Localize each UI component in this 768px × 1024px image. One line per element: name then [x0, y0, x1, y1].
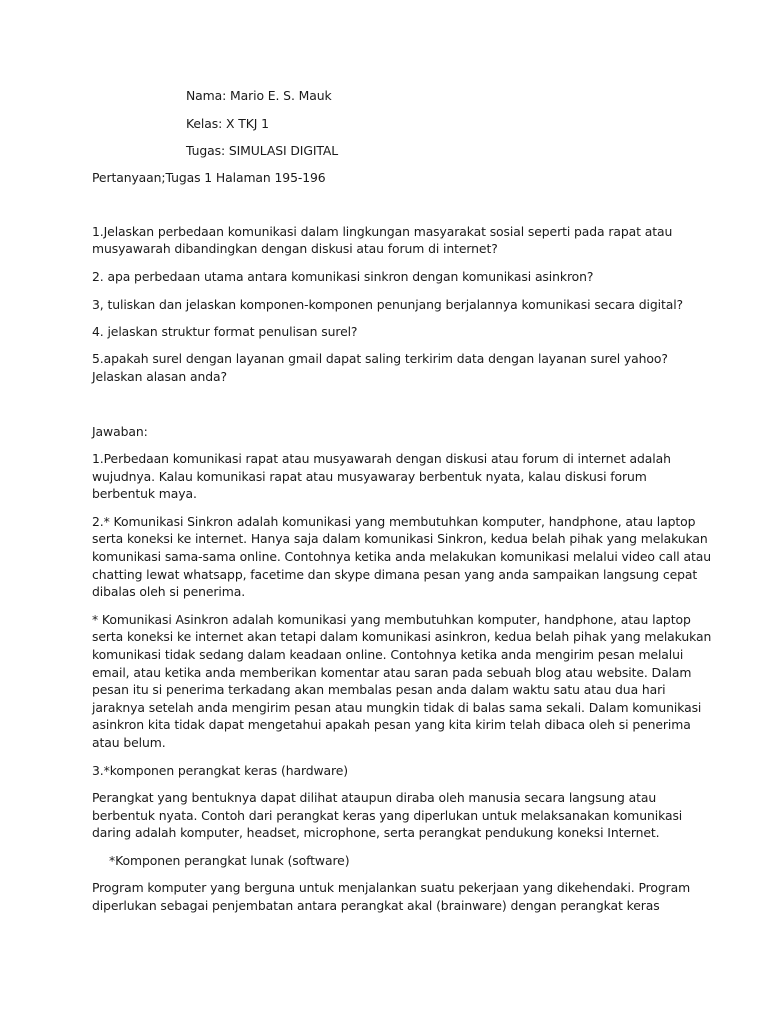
- answer-2b-line-8: atau belum.: [92, 735, 166, 750]
- answer-2b-line-5: pesan itu si penerima terkadang akan membalas pesan anda dalam waktu satu atau dua hari: [92, 682, 666, 697]
- answer-2b-line-1: * Komunikasi Asinkron adalah komunikasi yang membutuhkan komputer, handphone, atau laptop: [92, 612, 691, 627]
- answer-1-line-3: berbentuk maya.: [92, 486, 197, 501]
- question-5-line-2: Jelaskan alasan anda?: [92, 369, 227, 384]
- answer-3-software-line-2: diperlukan sebagai penjembatan antara perangkat akal (brainware) dengan perangkat keras: [92, 898, 660, 913]
- answer-2-line-4: chatting lewat whatsapp, facetime dan skype dimana pesan yang anda sampaikan langsung cepat: [92, 567, 698, 582]
- answer-3-hardware-line-1: Perangkat yang bentuknya dapat dilihat ataupun diraba oleh manusia secara langsung atau: [92, 790, 657, 805]
- answers-heading: Jawaban:: [92, 424, 148, 439]
- answer-2b-line-7: asinkron kita tidak dapat mengetahui apakah pesan yang kita kirim telah dibaca oleh si penerima: [92, 717, 691, 732]
- answer-1-line-1: 1.Perbedaan komunikasi rapat atau musyawarah dengan diskusi atau forum di internet adalah: [92, 451, 671, 466]
- answer-3-software-line-1: Program komputer yang berguna untuk menjalankan suatu pekerjaan yang dikehendaki. Program: [92, 880, 691, 895]
- student-name: Nama: Mario E. S. Mauk: [186, 88, 332, 103]
- question-5-line-1: 5.apakah surel dengan layanan gmail dapat saling terkirim data dengan layanan surel yahoo?: [92, 351, 668, 366]
- answer-2-line-5: dibalas oleh si penerima.: [92, 584, 246, 599]
- answer-3-software-heading: *Komponen perangkat lunak (software): [109, 853, 350, 868]
- answer-2-line-2: serta koneksi ke internet. Hanya saja dalam komunikasi Sinkron, kedua belah pihak yang melakukan: [92, 531, 708, 546]
- answer-1-line-2: wujudnya. Kalau komunikasi rapat atau musyawaray berbentuk nyata, kalau diskusi forum: [92, 469, 647, 484]
- question-3: 3, tuliskan dan jelaskan komponen-komponen penunjang berjalannya komunikasi secara digital?: [92, 297, 684, 312]
- answer-2b-line-4: email, atau ketika anda memberikan komentar atau saran pada sebuah blog atau website. Dalam: [92, 665, 692, 680]
- question-1-line-1: 1.Jelaskan perbedaan komunikasi dalam lingkungan masyarakat sosial seperti pada rapat atau: [92, 224, 673, 239]
- answer-2-line-3: komunikasi sama-sama online. Contohnya ketika anda melakukan komunikasi melalui video call atau: [92, 549, 711, 564]
- answer-2b-line-2: serta koneksi ke internet akan tetapi dalam komunikasi asinkron, kedua belah pihak yang melakukan: [92, 629, 712, 644]
- questions-intro: Pertanyaan;Tugas 1 Halaman 195-196: [92, 170, 326, 185]
- answer-2-line-1: 2.* Komunikasi Sinkron adalah komunikasi yang membutuhkan komputer, handphone, atau laptop: [92, 514, 696, 529]
- student-class: Kelas: X TKJ 1: [186, 116, 269, 131]
- answer-2b-line-3: komunikasi tidak sedang dalam keadaan online. Contohnya ketika anda mengirim pesan melalui: [92, 647, 684, 662]
- question-2: 2. apa perbedaan utama antara komunikasi sinkron dengan komunikasi asinkron?: [92, 269, 594, 284]
- assignment-title: Tugas: SIMULASI DIGITAL: [186, 143, 339, 158]
- answer-2b-line-6: jaraknya setelah anda mengirim pesan atau mungkin tidak di balas sama sekali. Dalam komunikasi: [92, 700, 702, 715]
- answer-3-hardware-heading: 3.*komponen perangkat keras (hardware): [92, 763, 349, 778]
- question-4: 4. jelaskan struktur format penulisan surel?: [92, 324, 358, 339]
- answer-3-hardware-line-2: berbentuk nyata. Contoh dari perangkat keras yang diperlukan untuk melaksanakan komunikasi: [92, 808, 683, 823]
- question-1-line-2: musyawarah dibandingkan dengan diskusi atau forum di internet?: [92, 241, 498, 256]
- answer-3-hardware-line-3: daring adalah komputer, headset, microphone, serta perangkat pendukung koneksi Internet.: [92, 825, 660, 840]
